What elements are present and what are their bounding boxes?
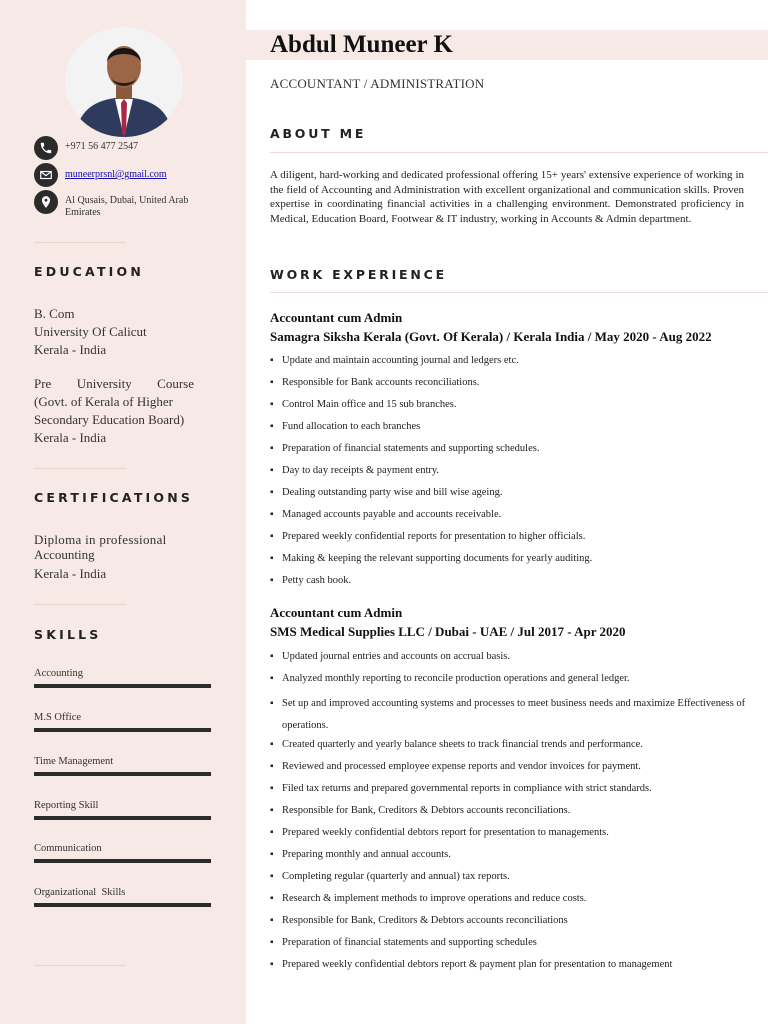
list-item: ▪ Making & keeping the relevant supporting documents for yearly auditing. — [270, 551, 750, 573]
certification-name: Diploma in professional — [34, 532, 167, 547]
envelope-icon — [34, 163, 58, 187]
skill-label: Communication — [34, 843, 102, 854]
skill-label: Organizational Skills — [34, 887, 126, 898]
list-item: ▪ Analyzed monthly reporting to reconcile production operations and general ledger. — [270, 671, 750, 693]
sidebar-divider — [34, 242, 126, 243]
job-duties-list — [270, 353, 750, 595]
section-divider — [270, 292, 768, 293]
skill-label: M.S Office — [34, 712, 82, 723]
list-item: ▪ Control Main office and 15 sub branches. — [270, 397, 750, 419]
list-item: ▪ Dealing outstanding party wise and bill wise ageing. — [270, 485, 750, 507]
education-entry-2 — [34, 375, 194, 447]
education-location: Kerala - India — [34, 342, 107, 357]
list-item: ▪ Completing regular (quarterly and annual) tax reports. — [270, 869, 750, 891]
skill-bar-fill — [34, 859, 211, 863]
list-item: ▪ Set up and improved accounting systems and processes to meet business needs and maximize Effectiveness of operations. — [270, 693, 750, 737]
section-divider — [270, 152, 768, 153]
skill-bar-fill — [34, 772, 211, 776]
profile-photo — [65, 27, 183, 137]
list-item: ▪ Preparation of financial statements and supporting schedules. — [270, 441, 750, 463]
list-item: ▪ Managed accounts payable and accounts receivable. — [270, 507, 750, 529]
list-item: ▪ Research & implement methods to improve operations and reduce costs. — [270, 891, 750, 913]
contact-phone-row — [34, 136, 215, 160]
about-heading: ABOUT ME — [270, 126, 367, 141]
candidate-name: Abdul Muneer K — [270, 31, 453, 58]
list-item: ▪ Fund allocation to each branches — [270, 419, 750, 441]
sidebar-divider — [34, 468, 126, 469]
certifications-heading: CERTIFICATIONS — [34, 490, 194, 505]
education-degree: B. Com — [34, 306, 75, 321]
job-title: Accountant cum Admin — [270, 605, 403, 620]
contact-address: Al Qusais, Dubai, United Arab Emirates — [65, 195, 189, 218]
sidebar-divider — [34, 604, 126, 605]
list-item: ▪ Prepared weekly confidential debtors report & payment plan for presentation to management — [270, 957, 750, 979]
list-item: ▪ Responsible for Bank, Creditors & Debtors accounts reconciliations. — [270, 803, 750, 825]
skill-bar-fill — [34, 816, 211, 820]
contact-email-row — [34, 163, 215, 187]
list-item: ▪ Created quarterly and yearly balance sheets to track financial trends and performance. — [270, 737, 750, 759]
list-item: ▪ Day to day receipts & payment entry. — [270, 463, 750, 485]
skill-label: Time Management — [34, 756, 114, 767]
map-pin-icon — [34, 190, 58, 214]
sidebar-divider — [34, 965, 126, 966]
contact-email-link[interactable]: muneerprsnl@gmail.com — [65, 169, 167, 180]
list-item: ▪ Updated journal entries and accounts on accrual basis. — [270, 649, 750, 671]
phone-icon — [34, 136, 58, 160]
about-text: A diligent, hard-working and dedicated professional offering 15+ years' extensive experience of working in the field of Accounting and Administration with excellent organizational and communication skills. Proven expertise in coordinating financial activities in a challenging environment. Demonstrated proficiency in Medical, Education Board, Footwear & IT industry, working in Accounts & Admin department. — [270, 169, 744, 225]
certification-entry — [34, 532, 194, 581]
education-entry-1 — [34, 305, 194, 359]
skill-bar-fill — [34, 684, 211, 688]
education-institution: University Of Calicut — [34, 324, 147, 339]
candidate-title: ACCOUNTANT / ADMINISTRATION — [270, 76, 485, 91]
list-item: ▪ Update and maintain accounting journal and ledgers etc. — [270, 353, 750, 375]
skill-bar — [34, 903, 211, 907]
skill-bar — [34, 728, 211, 732]
skill-label: Accounting — [34, 668, 83, 679]
certification-name: Accounting — [34, 547, 95, 562]
skill-bar — [34, 684, 211, 688]
education-institution: Secondary Education Board) — [34, 412, 185, 427]
skills-heading: SKILLS — [34, 627, 102, 642]
list-item: ▪ Responsible for Bank accounts reconciliations. — [270, 375, 750, 397]
job-company: SMS Medical Supplies LLC / Dubai - UAE / Jul 2017 - Apr 2020 — [270, 624, 626, 639]
list-item: ▪ Responsible for Bank, Creditors & Debtors accounts reconciliations — [270, 913, 750, 935]
contact-address-row — [34, 190, 215, 219]
job-duties-list — [270, 649, 750, 979]
list-item: ▪ Preparation of financial statements and supporting schedules — [270, 935, 750, 957]
contact-phone: +971 56 477 2547 — [65, 141, 139, 152]
job-company: Samagra Siksha Kerala (Govt. Of Kerala) / Kerala India / May 2020 - Aug 2022 — [270, 329, 712, 344]
skill-bar-fill — [34, 903, 211, 907]
certification-location: Kerala - India — [34, 566, 107, 581]
skill-bar-fill — [34, 728, 211, 732]
list-item: ▪ Prepared weekly confidential debtors report for presentation to managements. — [270, 825, 750, 847]
education-institution: (Govt. of Kerala of Higher — [34, 394, 173, 409]
list-item: ▪ Petty cash book. — [270, 573, 750, 595]
skill-bar — [34, 859, 211, 863]
skill-label: Reporting Skill — [34, 800, 99, 811]
education-heading: EDUCATION — [34, 264, 145, 279]
education-degree: Pre University Course — [34, 376, 194, 391]
list-item: ▪ Filed tax returns and prepared governmental reports in compliance with strict standards. — [270, 781, 750, 803]
education-location: Kerala - India — [34, 430, 107, 445]
skill-bar — [34, 772, 211, 776]
job-title: Accountant cum Admin — [270, 310, 403, 325]
skill-bar — [34, 816, 211, 820]
list-item: ▪ Prepared weekly confidential reports for presentation to higher officials. — [270, 529, 750, 551]
experience-heading: WORK EXPERIENCE — [270, 267, 447, 282]
list-item: ▪ Preparing monthly and annual accounts. — [270, 847, 750, 869]
list-item: ▪ Reviewed and processed employee expense reports and vendor invoices for payment. — [270, 759, 750, 781]
